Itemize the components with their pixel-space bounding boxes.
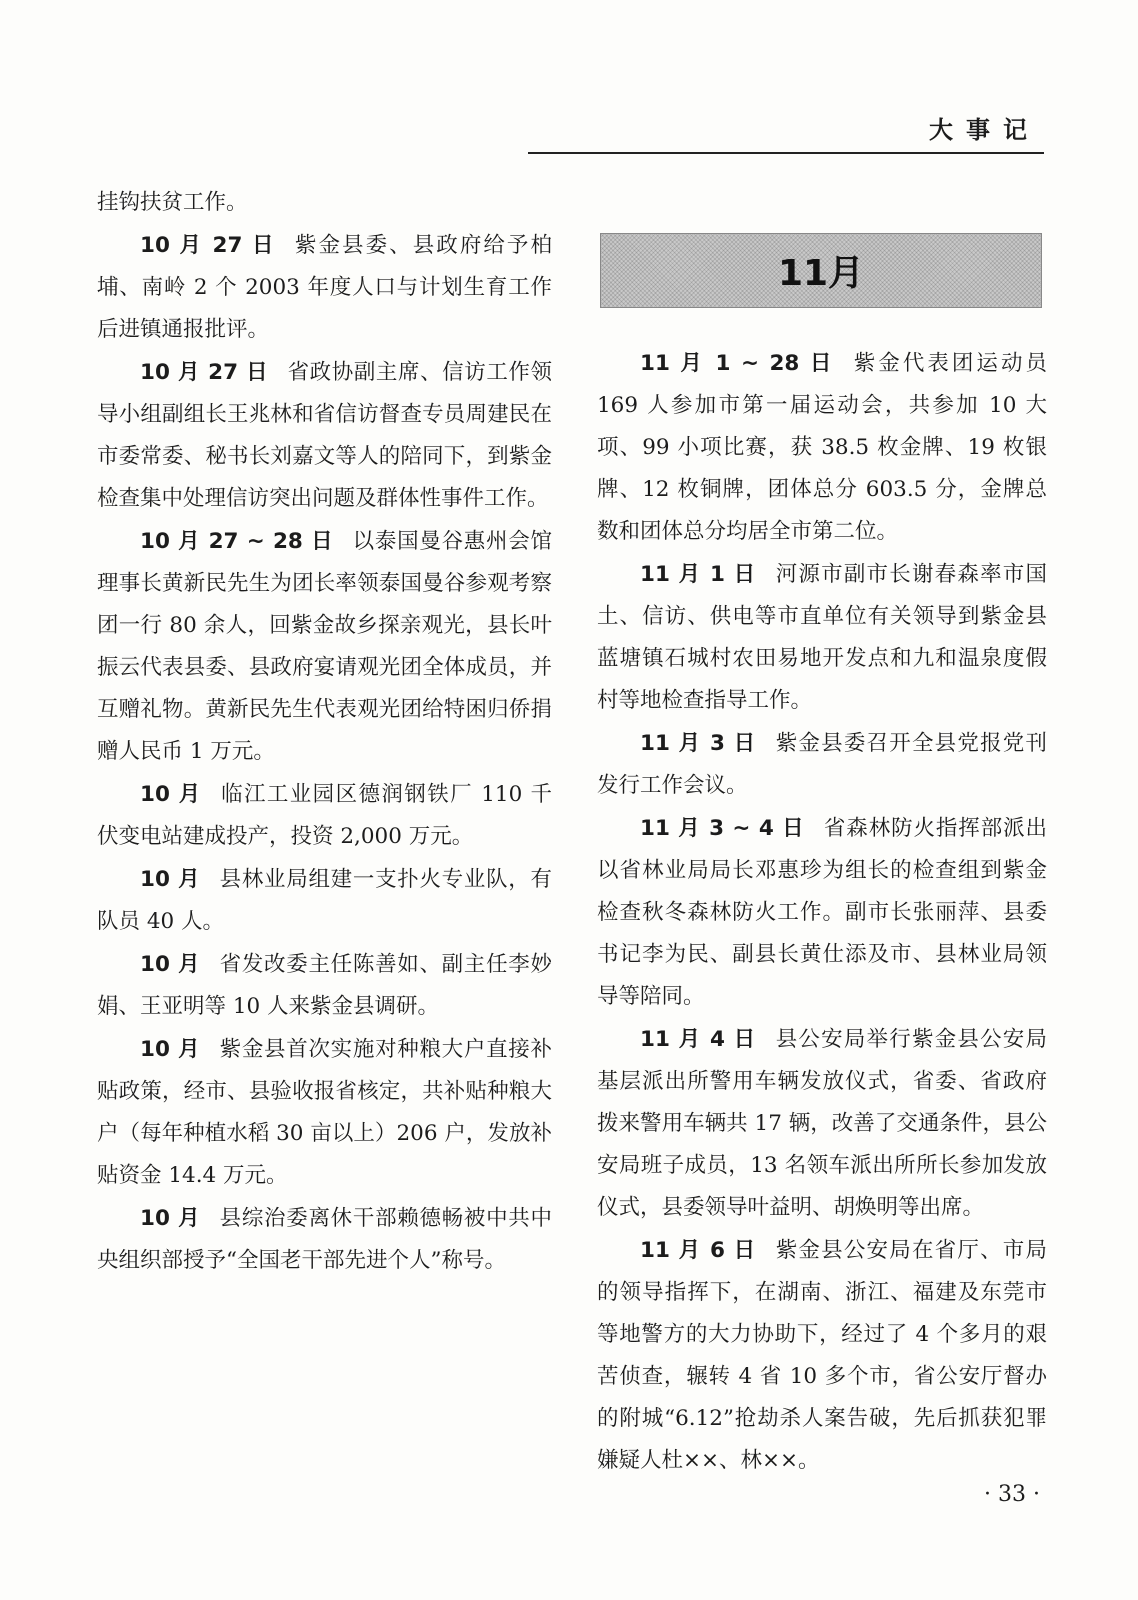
event-entry [597,1019,1047,1229]
event-entry [97,1029,552,1197]
event-date: 10 月 27 日 [140,360,269,385]
continuation-text: 挂钩扶贫工作。 [97,190,248,215]
left-column [97,182,552,1283]
event-text: 省政协副主席、信访工作领导小组副组长王兆林和省信访督查专员周建民在市委常委、秘书长刘嘉文等人的陪同下，到紫金检查集中处理信访突出问题及群体性事件工作。 [97,360,552,511]
event-date: 10 月 [140,782,202,807]
month-banner-label: 11月 [777,253,865,294]
event-entry [597,1230,1047,1482]
event-text: 县林业局组建一支扑火专业队，有队员 40 人。 [97,867,552,934]
event-text: 以泰国曼谷惠州会馆理事长黄新民先生为团长率领泰国曼谷参观考察团一行 80 余人，回紫金故乡探亲观光，县长叶振云代表县委、县政府宴请观光团全体成员，并互赠礼物。黄新民先生代表观光团给特困归侨捐赠人民币 1 万元。 [97,529,552,764]
event-entry [597,554,1047,722]
event-entry [597,723,1047,807]
event-entry [97,859,552,943]
event-text: 省发改委主任陈善如、副主任李妙娟、王亚明等 10 人来紫金县调研。 [97,952,552,1019]
event-date: 11 月 3 ~ 4 日 [640,816,805,841]
event-entry [97,944,552,1028]
event-text: 省森林防火指挥部派出以省林业局局长邓惠珍为组长的检查组到紫金检查秋冬森林防火工作。副市长张丽萍、县委书记李为民、副县长黄仕添及市、县林业局领导等陪同。 [597,816,1047,1009]
section-title: 大事记 [929,116,1040,144]
month-banner [600,233,1042,308]
event-text: 紫金县委、县政府给予柏埔、南岭 2 个 2003 年度人口与计划生育工作后进镇通报批评。 [97,233,552,342]
event-date: 11 月 6 日 [640,1238,757,1263]
event-entry [597,343,1047,553]
event-date: 11 月 1 ~ 28 日 [640,351,835,376]
event-text: 临江工业园区德润钢铁厂 110 千伏变电站建成投产，投资 2,000 万元。 [97,782,552,849]
event-date: 11 月 4 日 [640,1027,757,1052]
event-date: 11 月 3 日 [640,731,757,756]
event-date: 10 月 27 日 [140,233,276,258]
event-entry [97,352,552,520]
event-entry [597,808,1047,1018]
event-text: 紫金县公安局在省厅、市局的领导指挥下，在湖南、浙江、福建及东莞市等地警方的大力协助下，经过了 4 个多月的艰苦侦查，辗转 4 省 10 多个市，省公安厅督办的附城“6.12”抢劫杀人案告破，先后抓获犯罪嫌疑人杜××、林××。 [597,1238,1047,1473]
event-text: 紫金县委召开全县党报党刊发行工作会议。 [597,731,1047,798]
event-text: 河源市副市长谢春森率市国土、信访、供电等市直单位有关领导到紫金县蓝塘镇石城村农田易地开发点和九和温泉度假村等地检查指导工作。 [597,562,1047,713]
event-text: 县综治委离休干部赖德畅被中共中央组织部授予“全国老干部先进个人”称号。 [97,1206,552,1273]
event-text: 县公安局举行紫金县公安局基层派出所警用车辆发放仪式，省委、省政府拨来警用车辆共 17 辆，改善了交通条件，县公安局班子成员，13 名领车派出所所长参加发放仪式，县委领导叶益明、胡焕明等出席。 [597,1027,1047,1220]
event-date: 11 月 1 日 [640,562,757,587]
right-column [597,343,1047,1483]
event-date: 10 月 [140,1037,201,1062]
event-date: 10 月 27 ~ 28 日 [140,529,334,554]
event-entry [97,774,552,858]
event-entry [97,225,552,351]
event-date: 10 月 [140,867,201,892]
event-entry [97,1198,552,1282]
event-text: 紫金代表团运动员 169 人参加市第一届运动会，共参加 10 大项、99 小项比赛，获 38.5 枚金牌、19 枚银牌、12 枚铜牌，团体总分 603.5 分，金牌总数和团体总分均居全市第二位。 [597,351,1047,544]
event-entry [97,521,552,773]
event-text: 紫金县首次实施对种粮大户直接补贴政策，经市、县验收报省核定，共补贴种粮大户（每年种植水稻 30 亩以上）206 户，发放补贴资金 14.4 万元。 [97,1037,552,1188]
header-rule [528,152,1044,154]
event-date: 10 月 [140,1206,201,1231]
event-date: 10 月 [140,952,201,977]
page-number: · 33 · [984,1482,1040,1507]
